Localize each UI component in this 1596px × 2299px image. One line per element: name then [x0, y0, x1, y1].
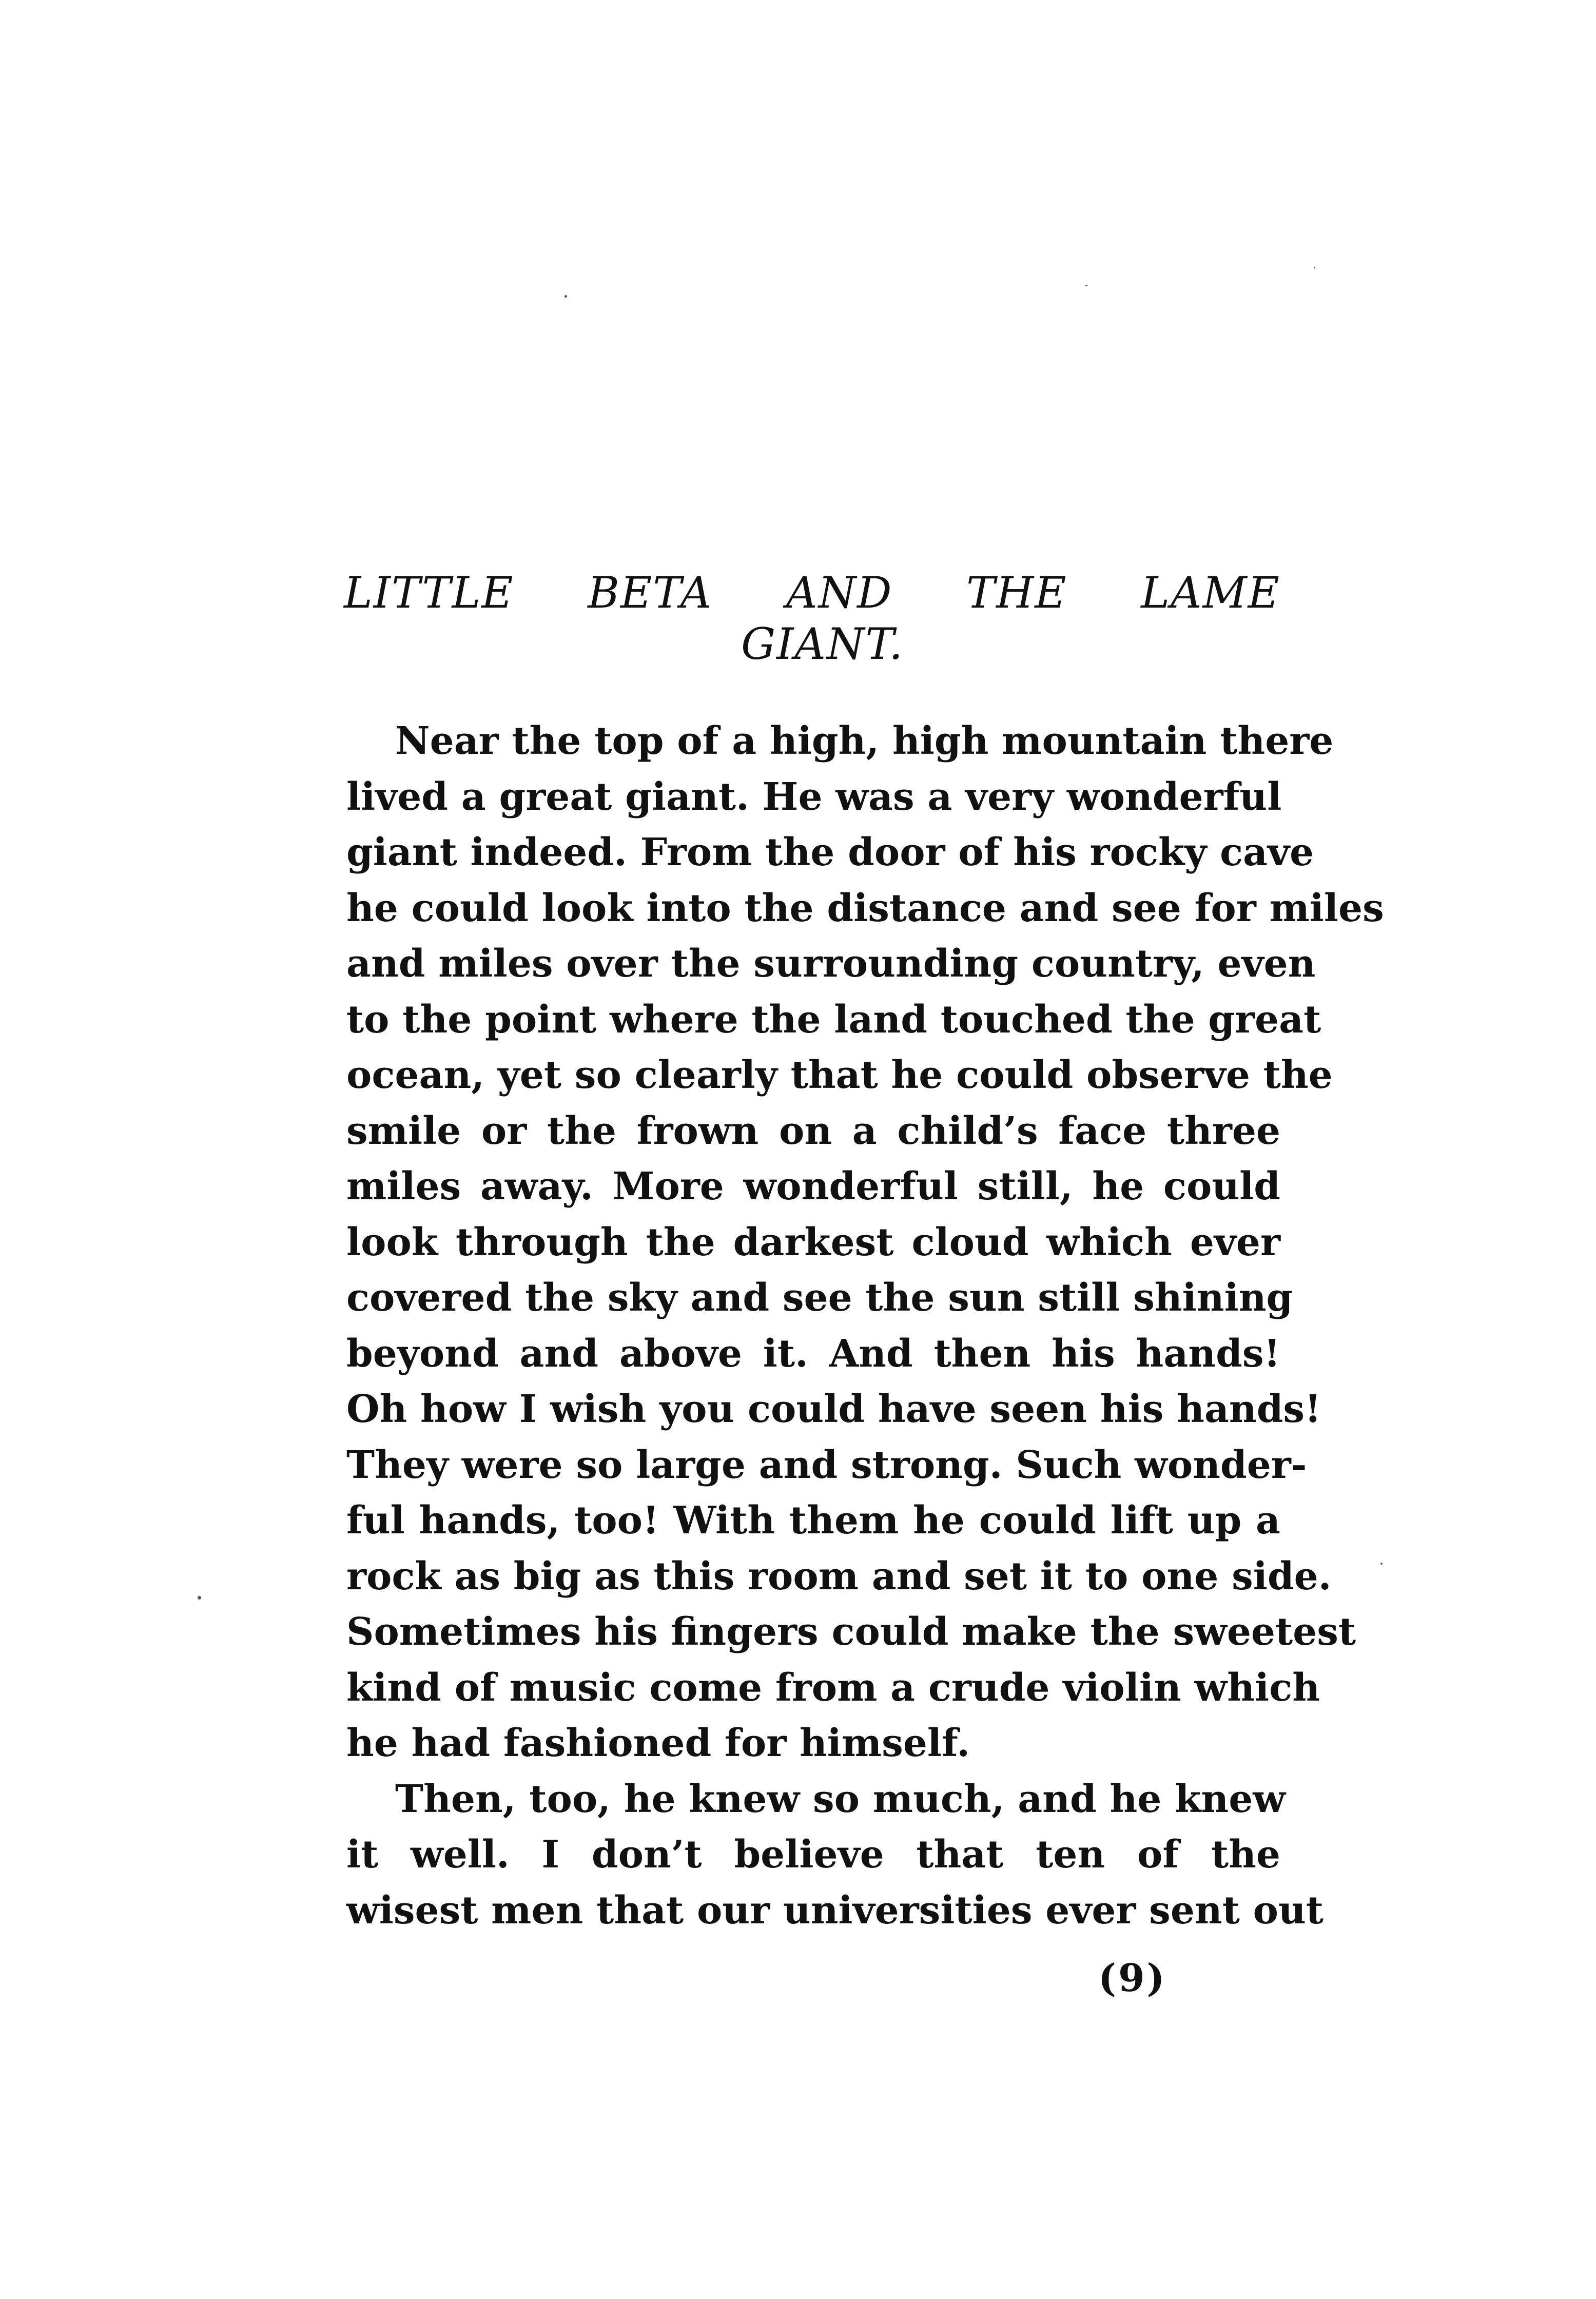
- chapter-title: [344, 567, 1280, 670]
- print-speck: [198, 1596, 201, 1600]
- text-line: Sometimes his fingers could make the sweetest: [346, 1610, 1356, 1654]
- page-number: (9): [1098, 1956, 1167, 2000]
- chapter-title-line-1: [344, 567, 1280, 618]
- text-line: he could look into the distance and see for miles: [346, 886, 1384, 930]
- text-line: and miles over the surrounding country, even: [346, 942, 1316, 986]
- text-line: smile or the frown on a child’s face three: [346, 1108, 1280, 1153]
- text-line: giant indeed. From the door of his rocky cave: [346, 830, 1314, 874]
- title-word: AND: [786, 568, 893, 618]
- text-line: Then, too, he knew so much, and he knew: [395, 1777, 1286, 1821]
- print-speck: [1314, 267, 1315, 268]
- body-text: [346, 713, 1384, 1938]
- text-line: covered the sky and see the sun still shining: [346, 1276, 1293, 1320]
- text-line: ful hands, too! With them he could lift up a: [346, 1498, 1280, 1543]
- print-speck: [1380, 1563, 1383, 1565]
- text-line: lived a great giant. He was a very wonderful: [346, 774, 1282, 819]
- chapter-title-line-2: GIANT.: [741, 619, 904, 669]
- text-line: to the point where the land touched the great: [346, 997, 1321, 1042]
- text-line: Oh how I wish you could have seen his hands!: [346, 1387, 1321, 1431]
- title-word: LAME: [1141, 568, 1280, 618]
- text-line: wisest men that our universities ever sent out: [346, 1888, 1323, 1933]
- text-line: kind of music come from a crude violin which: [346, 1665, 1320, 1710]
- text-line: it well. I don’t believe that ten of the: [346, 1833, 1280, 1877]
- text-line: ocean, yet so clearly that he could observe the: [346, 1053, 1333, 1097]
- text-line: look through the darkest cloud which ever: [346, 1220, 1280, 1264]
- title-word: BETA: [588, 568, 713, 618]
- paragraph-1: [346, 713, 1384, 1771]
- text-line: beyond and above it. And then his hands!: [346, 1331, 1280, 1376]
- text-line: rock as big as this room and set it to one side.: [346, 1554, 1332, 1599]
- print-speck: [565, 295, 567, 298]
- title-word: THE: [966, 568, 1067, 618]
- text-line: They were so large and strong. Such wonder-: [346, 1443, 1307, 1487]
- paragraph-2: [346, 1771, 1323, 1939]
- print-speck: [1085, 285, 1087, 286]
- title-word: LITTLE: [344, 568, 514, 618]
- text-line: he had fashioned for himself.: [346, 1721, 970, 1765]
- text-line: Near the top of a high, high mountain there: [395, 719, 1334, 763]
- text-line: miles away. More wonderful still, he could: [346, 1164, 1280, 1209]
